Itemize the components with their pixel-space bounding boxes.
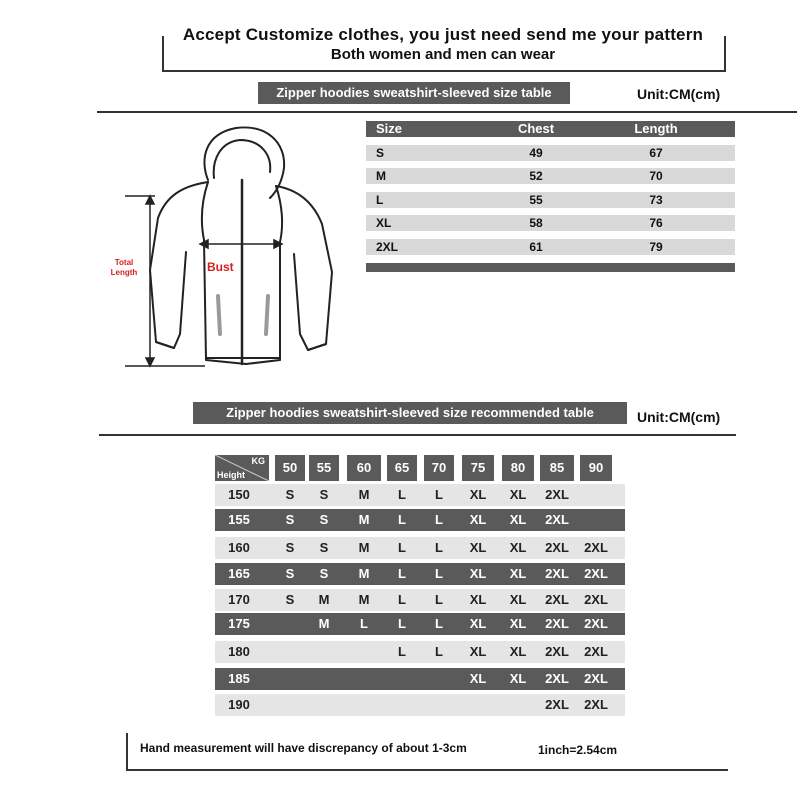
recommend-table-banner: Zipper hoodies sweatshirt-sleeved size recommended table (193, 402, 627, 424)
size-cell (387, 668, 417, 690)
height-cell: 190 (228, 697, 250, 712)
size-cell (462, 694, 494, 716)
size-table-header (366, 121, 735, 137)
size-cell: L (398, 566, 406, 581)
size-cell: S (319, 540, 329, 555)
size-cell (580, 484, 612, 506)
weight-header: 50 (275, 455, 305, 481)
size-cell: 2XL (584, 616, 608, 631)
size-cell: L (398, 540, 406, 555)
size-cell: 2XL (584, 644, 608, 659)
size-cell: 2XL (584, 540, 608, 555)
size-cell: M (318, 592, 330, 607)
divider-middle (99, 434, 736, 436)
hood-inner (214, 140, 271, 178)
length-cell: 73 (649, 193, 663, 207)
weight-header: 90 (580, 455, 612, 481)
length-cell: 76 (649, 216, 663, 230)
size-cell: 2XL (545, 644, 569, 659)
size-cell (424, 668, 454, 690)
inch-conversion: 1inch=2.54cm (538, 743, 618, 757)
size-cell: 2XL (376, 240, 399, 254)
size-cell: XL (469, 671, 487, 686)
size-row (366, 192, 735, 208)
right-body (246, 186, 282, 364)
size-cell (309, 668, 339, 690)
height-cell: 185 (228, 671, 250, 686)
size-cell: L (435, 512, 443, 527)
total-label-line2: Length (110, 268, 138, 277)
size-row (366, 168, 735, 184)
height-cell: 175 (228, 616, 250, 631)
size-cell: S (376, 146, 385, 160)
header-size: Size (376, 121, 403, 136)
chest-cell: 55 (529, 193, 543, 207)
table-row (215, 537, 625, 559)
table-row (215, 613, 625, 635)
size-cell: 2XL (545, 540, 569, 555)
corner-cell (215, 455, 269, 481)
size-cell: XL (469, 487, 487, 502)
size-cell: 2XL (545, 566, 569, 581)
size-cell (387, 694, 417, 716)
weight-header: 60 (347, 455, 381, 481)
size-cell: L (398, 592, 406, 607)
size-cell: S (319, 566, 329, 581)
size-cell: M (358, 487, 370, 502)
size-cell: L (435, 644, 443, 659)
size-cell: S (285, 512, 295, 527)
size-cell: XL (509, 644, 527, 659)
size-cell: L (360, 616, 368, 631)
size-cell: M (358, 512, 370, 527)
size-cell: M (318, 616, 330, 631)
height-cell: 160 (228, 540, 250, 555)
weight-header: 55 (309, 455, 339, 481)
size-cell (502, 694, 534, 716)
size-cell (275, 668, 305, 690)
weight-header: 65 (387, 455, 417, 481)
height-cell: 150 (228, 487, 250, 502)
header-line-1: Accept Customize clothes, you just need send me your pattern (182, 25, 704, 44)
size-cell: S (285, 592, 295, 607)
size-cell: XL (469, 512, 487, 527)
length-cell: 79 (649, 240, 663, 254)
table-row (215, 563, 625, 585)
chest-cell: 49 (529, 146, 543, 160)
table-row (215, 694, 625, 716)
chest-cell: 52 (529, 169, 543, 183)
hoodie-diagram (100, 120, 362, 380)
size-cell: S (319, 512, 329, 527)
corner-kg: KG (251, 456, 265, 466)
size-cell: 2XL (545, 671, 569, 686)
divider-top (97, 111, 797, 113)
size-cell: XL (469, 592, 487, 607)
size-table-banner: Zipper hoodies sweatshirt-sleeved size table (258, 82, 570, 104)
length-cell: 70 (649, 169, 663, 183)
size-cell: L (435, 540, 443, 555)
size-table-unit: Unit:CM(cm) (637, 86, 721, 102)
size-cell: 2XL (545, 697, 569, 712)
size-cell: XL (509, 566, 527, 581)
size-row (366, 215, 735, 231)
weight-header: 75 (462, 455, 494, 481)
weight-header: 70 (424, 455, 454, 481)
size-cell (275, 694, 305, 716)
header-chest: Chest (517, 121, 555, 136)
recommend-table-unit: Unit:CM(cm) (637, 409, 721, 425)
size-cell: L (435, 616, 443, 631)
height-cell: 155 (228, 512, 250, 527)
size-cell: 2XL (545, 592, 569, 607)
size-row (366, 145, 735, 161)
size-cell (580, 509, 612, 531)
right-sleeve (276, 186, 332, 350)
size-cell: XL (376, 216, 392, 230)
size-cell: L (398, 512, 406, 527)
table-row (215, 641, 625, 663)
length-cell: 67 (649, 146, 663, 160)
size-cell: L (398, 616, 406, 631)
size-cell: S (319, 487, 329, 502)
chest-cell: 61 (529, 240, 543, 254)
height-cell: 180 (228, 644, 250, 659)
size-cell: 2XL (545, 512, 569, 527)
size-cell: 2XL (545, 487, 569, 502)
size-cell: XL (509, 616, 527, 631)
size-cell: XL (509, 671, 527, 686)
size-row (366, 239, 735, 255)
table-row (215, 589, 625, 611)
size-cell (347, 668, 381, 690)
size-cell (309, 641, 339, 663)
size-cell: S (285, 487, 295, 502)
size-cell: 2XL (584, 566, 608, 581)
table-row (215, 484, 625, 506)
size-cell (275, 641, 305, 663)
total-length-label (104, 258, 144, 278)
height-cell: 165 (228, 566, 250, 581)
corner-height: Height (217, 470, 245, 480)
size-cell: 2XL (584, 671, 608, 686)
weight-header: 80 (502, 455, 534, 481)
size-cell: XL (469, 566, 487, 581)
size-cell: M (358, 592, 370, 607)
size-cell (309, 694, 339, 716)
size-cell: L (435, 592, 443, 607)
size-cell: XL (509, 592, 527, 607)
size-cell: XL (509, 512, 527, 527)
size-cell: M (376, 169, 386, 183)
size-cell (424, 694, 454, 716)
size-cell: M (358, 566, 370, 581)
size-cell: L (435, 487, 443, 502)
size-cell (347, 694, 381, 716)
size-cell: S (285, 540, 295, 555)
size-cell (275, 613, 305, 635)
size-cell: 2XL (584, 592, 608, 607)
height-cell: 170 (228, 592, 250, 607)
table-row (215, 668, 625, 690)
size-cell: XL (469, 644, 487, 659)
weight-header: 85 (540, 455, 574, 481)
size-cell (347, 641, 381, 663)
discrepancy-note: Hand measurement will have discrepancy of about 1-3cm (140, 741, 467, 755)
size-cell: 2XL (545, 616, 569, 631)
header-line-2: Both women and men can wear (330, 46, 556, 63)
size-cell: L (376, 193, 384, 207)
size-cell: XL (469, 540, 487, 555)
size-cell: XL (509, 540, 527, 555)
hood-outline (204, 127, 284, 198)
size-cell: XL (509, 487, 527, 502)
size-cell: L (398, 644, 406, 659)
size-cell: 2XL (584, 697, 608, 712)
size-table-footer-bar (366, 263, 735, 272)
table-row (215, 509, 625, 531)
left-sleeve (150, 182, 208, 348)
header-length: Length (634, 121, 678, 136)
size-cell: L (398, 487, 406, 502)
bust-label: Bust (207, 260, 234, 274)
size-cell: S (285, 566, 295, 581)
size-cell: L (435, 566, 443, 581)
chest-cell: 58 (529, 216, 543, 230)
size-cell: M (358, 540, 370, 555)
size-cell: XL (469, 616, 487, 631)
total-label-line1: Total (114, 258, 134, 267)
